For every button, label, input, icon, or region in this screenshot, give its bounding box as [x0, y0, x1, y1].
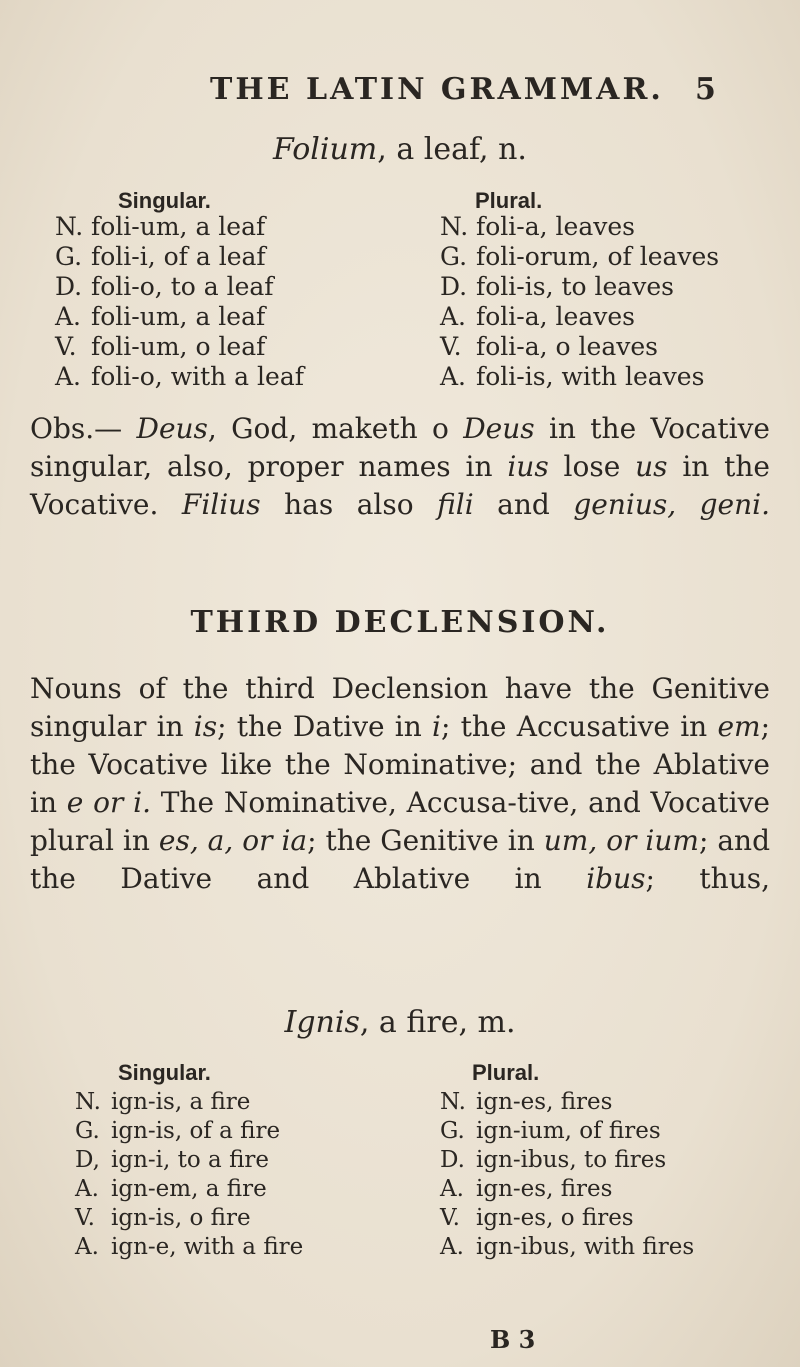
- case-label: A.: [440, 302, 467, 331]
- case-form: foli-orum, of leaves: [476, 242, 720, 271]
- folium-title: [0, 132, 800, 167]
- case-label: V.: [55, 332, 77, 361]
- obs-paragraph: [30, 410, 770, 524]
- case-form: ign-ium, of fires: [476, 1118, 661, 1144]
- folium-singular-row: [55, 212, 304, 242]
- ignis-title: [0, 1005, 800, 1040]
- ignis-singular-list: [75, 1088, 303, 1262]
- case-label: A.: [440, 1234, 464, 1260]
- obs-us: us: [635, 450, 668, 483]
- folium-title-rest: , a leaf, n.: [377, 132, 527, 167]
- folium-singular-label: Singular.: [118, 188, 211, 213]
- folium-plural-row: [440, 332, 719, 362]
- case-form: foli-is, to leaves: [476, 272, 674, 301]
- case-label: D,: [75, 1147, 100, 1173]
- ignis-plural-row: [440, 1117, 694, 1146]
- case-label: A.: [55, 302, 82, 331]
- case-form: foli-a, o leaves: [476, 332, 658, 361]
- case-form: foli-a, leaves: [476, 302, 635, 331]
- case-label: N.: [440, 1089, 466, 1115]
- case-label: N.: [440, 212, 469, 241]
- rule-t4: ; the Vocative like the Nominative; and the Ablative in: [30, 710, 770, 819]
- case-form: foli-um, a leaf: [91, 302, 266, 331]
- ignis-singular-row: [75, 1088, 303, 1117]
- obs-t4: in the Vocative.: [30, 450, 770, 521]
- folium-plural-row: [440, 272, 719, 302]
- folium-singular-row: [55, 362, 304, 392]
- page-number: 5: [695, 72, 716, 107]
- obs-t5: has also: [260, 488, 438, 521]
- case-label: G.: [440, 1118, 465, 1144]
- case-label: V.: [75, 1205, 95, 1231]
- folium-singular-row: [55, 302, 304, 332]
- case-form: foli-is, with leaves: [476, 362, 705, 391]
- case-label: G.: [75, 1118, 100, 1144]
- rule-paragraph: [30, 670, 770, 898]
- case-form: foli-o, to a leaf: [91, 272, 274, 301]
- rule-ibus: ibus: [586, 862, 646, 895]
- rule-um-ium: um, or ium: [543, 824, 699, 857]
- folium-singular-row: [55, 332, 304, 362]
- signature-mark: B 3: [490, 1325, 536, 1354]
- obs-deus: Deus: [136, 412, 208, 445]
- section-heading: THIRD DECLENSION.: [190, 605, 610, 640]
- case-form: foli-o, with a leaf: [91, 362, 304, 391]
- rule-t6: ; the Genitive in: [307, 824, 544, 857]
- rule-t5: The Nominative, Accusa-tive, and Vocative plural in: [30, 786, 770, 857]
- ignis-plural-label: Plural.: [472, 1060, 540, 1085]
- case-label: N.: [75, 1089, 101, 1115]
- obs-ius: ius: [507, 450, 549, 483]
- case-label: A.: [55, 362, 82, 391]
- case-label: G.: [55, 242, 83, 271]
- folium-plural-row: [440, 302, 719, 332]
- folium-singular-list: [55, 212, 304, 392]
- rule-e-or-i: e or i.: [66, 786, 151, 819]
- case-form: ign-is, of a fire: [111, 1118, 281, 1144]
- case-label: G.: [440, 242, 468, 271]
- ignis-plural-row: [440, 1146, 694, 1175]
- case-form: ign-i, to a fire: [111, 1147, 270, 1173]
- folium-title-word: Folium: [273, 132, 378, 167]
- case-form: foli-um, a leaf: [91, 212, 266, 241]
- case-form: ign-is, a fire: [111, 1089, 251, 1115]
- obs-t6: and: [473, 488, 574, 521]
- rule-i: i: [432, 710, 441, 743]
- running-head: THE LATIN GRAMMAR.: [210, 72, 664, 107]
- case-label: V.: [440, 1205, 460, 1231]
- case-form: ign-es, fires: [476, 1176, 613, 1202]
- case-label: A.: [440, 1176, 464, 1202]
- obs-fili: fili: [437, 488, 474, 521]
- ignis-plural-row: [440, 1088, 694, 1117]
- folium-plural-list: [440, 212, 719, 392]
- rule-t2: ; the Dative in: [217, 710, 433, 743]
- case-form: ign-es, o fires: [476, 1205, 634, 1231]
- folium-singular-row: [55, 272, 304, 302]
- folium-plural-label: Plural.: [475, 188, 543, 213]
- case-form: ign-ibus, with fires: [476, 1234, 695, 1260]
- folium-singular-row: [55, 242, 304, 272]
- folium-plural-row: [440, 212, 719, 242]
- case-label: D.: [440, 272, 468, 301]
- obs-t3: lose: [548, 450, 636, 483]
- case-form: ign-em, a fire: [111, 1176, 267, 1202]
- rule-t8: ; thus,: [645, 862, 771, 895]
- obs-deus2: Deus: [463, 412, 535, 445]
- case-form: foli-i, of a leaf: [91, 242, 266, 271]
- case-form: foli-um, o leaf: [91, 332, 266, 361]
- obs-t1: , God, maketh o: [207, 412, 464, 445]
- rule-t3: ; the Accusative in: [440, 710, 718, 743]
- case-label: A.: [75, 1176, 99, 1202]
- case-form: ign-is, o fire: [111, 1205, 251, 1231]
- rule-es-a-ia: es, a, or ia: [158, 824, 308, 857]
- ignis-singular-row: [75, 1233, 303, 1262]
- obs-lead: Obs.—: [30, 412, 137, 445]
- ignis-singular-row: [75, 1146, 303, 1175]
- rule-is: is: [193, 710, 218, 743]
- case-label: V.: [440, 332, 462, 361]
- ignis-singular-row: [75, 1204, 303, 1233]
- case-form: ign-es, fires: [476, 1089, 613, 1115]
- case-label: A.: [75, 1234, 99, 1260]
- rule-em: em: [717, 710, 761, 743]
- case-label: N.: [55, 212, 84, 241]
- obs-genius: genius, geni.: [573, 488, 771, 521]
- case-label: D.: [440, 1147, 465, 1173]
- ignis-title-word: Ignis: [284, 1005, 360, 1040]
- ignis-plural-row: [440, 1204, 694, 1233]
- case-label: A.: [440, 362, 467, 391]
- folium-plural-row: [440, 242, 719, 272]
- case-form: foli-a, leaves: [476, 212, 635, 241]
- ignis-plural-list: [440, 1088, 694, 1262]
- case-form: ign-e, with a fire: [111, 1234, 304, 1260]
- rule-t7: ; and the Dative and Ablative in: [30, 824, 771, 895]
- ignis-singular-label: Singular.: [118, 1060, 211, 1085]
- case-form: ign-ibus, to fires: [476, 1147, 667, 1173]
- ignis-title-rest: , a fire, m.: [359, 1005, 516, 1040]
- ignis-plural-row: [440, 1175, 694, 1204]
- obs-filius: Filius: [181, 488, 261, 521]
- ignis-singular-row: [75, 1175, 303, 1204]
- folium-plural-row: [440, 362, 719, 392]
- ignis-singular-row: [75, 1117, 303, 1146]
- ignis-plural-row: [440, 1233, 694, 1262]
- obs-t2: in the Vocative singular, also, proper names in: [30, 412, 770, 483]
- rule-t1: Nouns of the third Declension have the Genitive singular in: [30, 672, 770, 743]
- case-label: D.: [55, 272, 83, 301]
